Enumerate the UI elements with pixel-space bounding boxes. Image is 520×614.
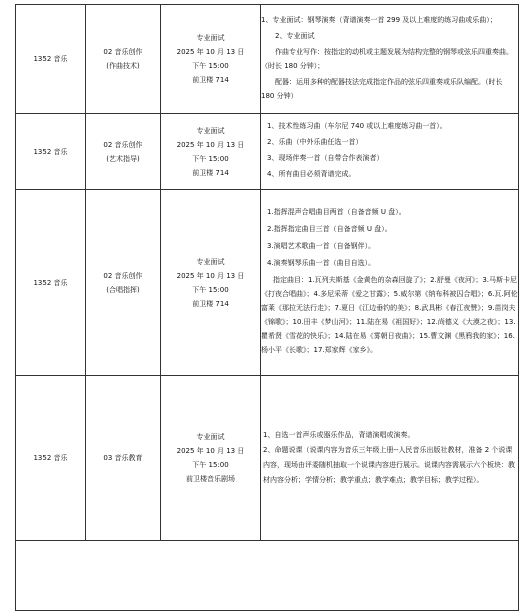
exam-time: 下午 15:00 — [192, 285, 229, 294]
content-item: 1、自选一首声乐或器乐作品，背谱演唱或演奏。 — [263, 431, 415, 439]
exam-type: 专业面试 — [196, 257, 225, 266]
content-item: 2.指挥指定曲目三首（自备音频 U 盘）。 — [267, 225, 392, 233]
table-row — [16, 114, 519, 190]
content-item: 1、技术性练习曲（车尔尼 740 或以上难度练习曲一首）。 — [267, 121, 447, 130]
content-item: 3.演唱艺术歌曲一首（自备钢伴）。 — [267, 242, 376, 250]
content-item: 配器：运用多种的配器技法完成指定作品的弦乐四重奏或乐队编配。（时长 180 分钟） — [261, 78, 503, 100]
exam-date: 2025 年 10 月 13 日 — [176, 447, 245, 455]
table-row — [16, 5, 519, 114]
content-item: 1.指挥混声合唱曲目两首（自备音频 U 盘）。 — [267, 208, 406, 216]
exam-type: 专业面试 — [196, 34, 225, 42]
exam-type: 专业面试 — [196, 433, 225, 441]
exam-date: 2025 年 10 月 13 日 — [176, 140, 245, 149]
major-cell — [86, 114, 161, 190]
exam-content-cell — [261, 190, 519, 376]
exam-type: 专业面试 — [196, 126, 225, 135]
exam-content-cell — [261, 376, 519, 541]
content-item: 4、所有曲目必须背谱完成。 — [267, 169, 356, 178]
content-item: 作曲专业写作：按指定的动机或主题发展为结构完整的钢琴或弦乐四重奏曲。（时长 180 分钟）； — [261, 48, 513, 70]
empty-row — [16, 541, 519, 611]
designated-repertoire: 指定曲目：1.瓦列夫斯基《金黄色的杂森回旋了》；2.舒曼《夜河》；3.马斯卡尼《打夜合唱曲》；4.多尼采蒂《爱之甘露》；5.威尔第《纳布科被囚合唱》；6.瓦.阿伦富莱《那拉无法行走》；7.夏日《江边垂钓的美》；8.武具彬《春江夜赞》；9.苗岗夫《锦歌》；10.田丰《梦山河》；11.陆在易《祖国好》；12.尚德义《大漠之夜》；13.瞿希贤《雪花的快乐》；14.陆在易《雾朝日夜曲》；15.曹文渊《黑鸦我的家》；16.杨小平《长歌》；17.郑家辉《家乡》。 — [261, 276, 518, 354]
major-cell — [86, 5, 161, 114]
exam-date: 2025 年 10 月 13 日 — [176, 48, 245, 56]
exam-schedule-table — [15, 4, 519, 611]
exam-time: 下午 15:00 — [192, 461, 229, 469]
exam-content-cell — [261, 5, 519, 114]
exam-room: 前卫楼音乐剧场 — [186, 475, 235, 483]
content-item: 3、现场伴奏一首（自带合作表演者） — [267, 153, 384, 162]
major-direction: (合唱指挥) — [106, 285, 140, 294]
major-name: 03 音乐教育 — [103, 454, 143, 462]
content-item: 2、乐曲（中外乐曲任选一首） — [267, 137, 363, 146]
time-place-cell — [161, 376, 261, 541]
program-code-cell — [16, 5, 86, 114]
program-code-cell — [16, 114, 86, 190]
program-code: 1352 音乐 — [33, 454, 68, 462]
empty-cell — [16, 541, 519, 611]
program-code: 1352 音乐 — [33, 278, 68, 287]
table-row — [16, 376, 519, 541]
exam-date: 2025 年 10 月 13 日 — [176, 271, 245, 280]
major-direction: (艺术指导) — [106, 154, 140, 163]
time-place-cell — [161, 114, 261, 190]
time-place-cell — [161, 190, 261, 376]
major-direction: (作曲技术) — [106, 62, 140, 70]
content-item: 2、命题说课（说课内容为音乐三年级上册--人民音乐出版社教材，准备 2 个说课内容，现场由评委随机抽取一个说课内容进行展示。说课内容需展示六个板块：教材内容分析；学情分析；教学重点；教学难点；教学目标；教学过程）。 — [263, 446, 515, 484]
exam-room: 前卫楼 714 — [192, 168, 229, 177]
major-name: 02 音乐创作 — [103, 271, 143, 280]
major-cell — [86, 376, 161, 541]
exam-time: 下午 15:00 — [192, 154, 229, 163]
program-code: 1352 音乐 — [33, 147, 68, 156]
exam-room: 前卫楼 714 — [192, 299, 229, 308]
major-cell — [86, 190, 161, 376]
major-name: 02 音乐创作 — [103, 48, 143, 56]
exam-content-cell — [261, 114, 519, 190]
program-code: 1352 音乐 — [33, 55, 68, 63]
exam-room: 前卫楼 714 — [192, 76, 229, 84]
exam-time: 下午 15:00 — [192, 62, 229, 70]
program-code-cell — [16, 190, 86, 376]
major-name: 02 音乐创作 — [103, 140, 143, 149]
content-item: 1、专业面试：钢琴演奏（背谱演奏一首 299 及以上难度的练习曲或乐曲）； — [261, 16, 497, 24]
content-item: 2、专业面试 — [275, 32, 315, 40]
time-place-cell — [161, 5, 261, 114]
program-code-cell — [16, 376, 86, 541]
content-item: 4.演奏钢琴乐曲一首（曲目自选）。 — [267, 259, 376, 267]
table-row — [16, 190, 519, 376]
